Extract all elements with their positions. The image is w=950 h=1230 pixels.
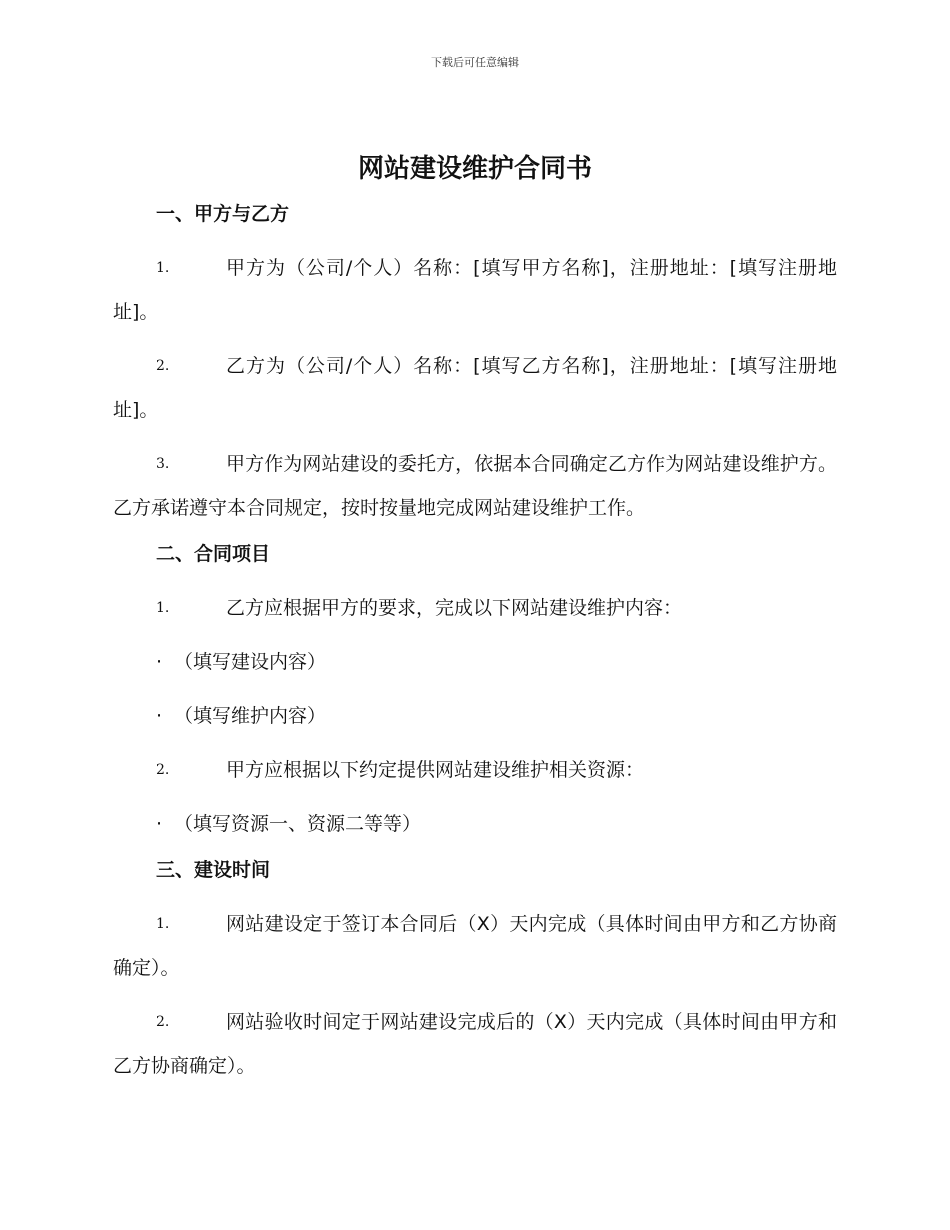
- bullet-item: [113, 694, 837, 738]
- clause-number: 2.: [156, 1014, 170, 1030]
- bullet-dot: ·: [156, 813, 163, 835]
- bullet-item: [113, 802, 837, 846]
- bullet-item: [113, 640, 837, 684]
- clause-number: 1.: [156, 600, 170, 616]
- clause-text: 网站验收时间定于网站建设完成后的（X）天内完成（具体时间由甲方和乙方协商确定）。: [113, 1011, 837, 1077]
- document-title: 网站建设维护合同书: [357, 154, 592, 184]
- clause-2-1: [113, 586, 837, 630]
- clause-1-3: [113, 442, 837, 530]
- clause-text: 甲方应根据以下约定提供网站建设维护相关资源：: [226, 759, 645, 781]
- clause-number: 2.: [156, 762, 170, 778]
- clause-number: 1.: [156, 260, 170, 276]
- header-note: 下载后可任意编辑: [431, 56, 519, 69]
- clause-text: 网站建设定于签订本合同后（X）天内完成（具体时间由甲方和乙方协商确定）。: [113, 913, 837, 979]
- section-heading-parties: 一、甲方与乙方: [156, 203, 290, 225]
- bullet-text: （填写建设内容）: [174, 651, 327, 673]
- clause-text: 甲方作为网站建设的委托方，依据本合同确定乙方作为网站建设维护方。乙方承诺遵守本合同规定，按时按量地完成网站建设维护工作。: [113, 453, 837, 519]
- bullet-text: （填写维护内容）: [174, 705, 327, 727]
- clause-1-1: [113, 246, 837, 334]
- clause-text: 甲方为（公司/个人）名称：[填写甲方名称]，注册地址：[填写注册地址]。: [113, 257, 837, 323]
- clause-2-2: [113, 748, 837, 792]
- clause-number: 3.: [156, 456, 170, 472]
- document-body: [113, 150, 837, 1098]
- bullet-text: （填写资源一、资源二等等）: [174, 813, 422, 835]
- section-heading-project: 二、合同项目: [156, 543, 271, 565]
- bullet-dot: ·: [156, 705, 163, 727]
- clause-3-1: [113, 902, 837, 990]
- section-heading-schedule: 三、建设时间: [156, 859, 271, 881]
- clause-number: 2.: [156, 358, 170, 374]
- clause-3-2: [113, 1000, 837, 1088]
- bullet-dot: ·: [156, 651, 163, 673]
- clause-number: 1.: [156, 916, 170, 932]
- clause-1-2: [113, 344, 837, 432]
- clause-text: 乙方为（公司/个人）名称：[填写乙方名称]，注册地址：[填写注册地址]。: [113, 355, 837, 421]
- clause-text: 乙方应根据甲方的要求，完成以下网站建设维护内容：: [226, 597, 683, 619]
